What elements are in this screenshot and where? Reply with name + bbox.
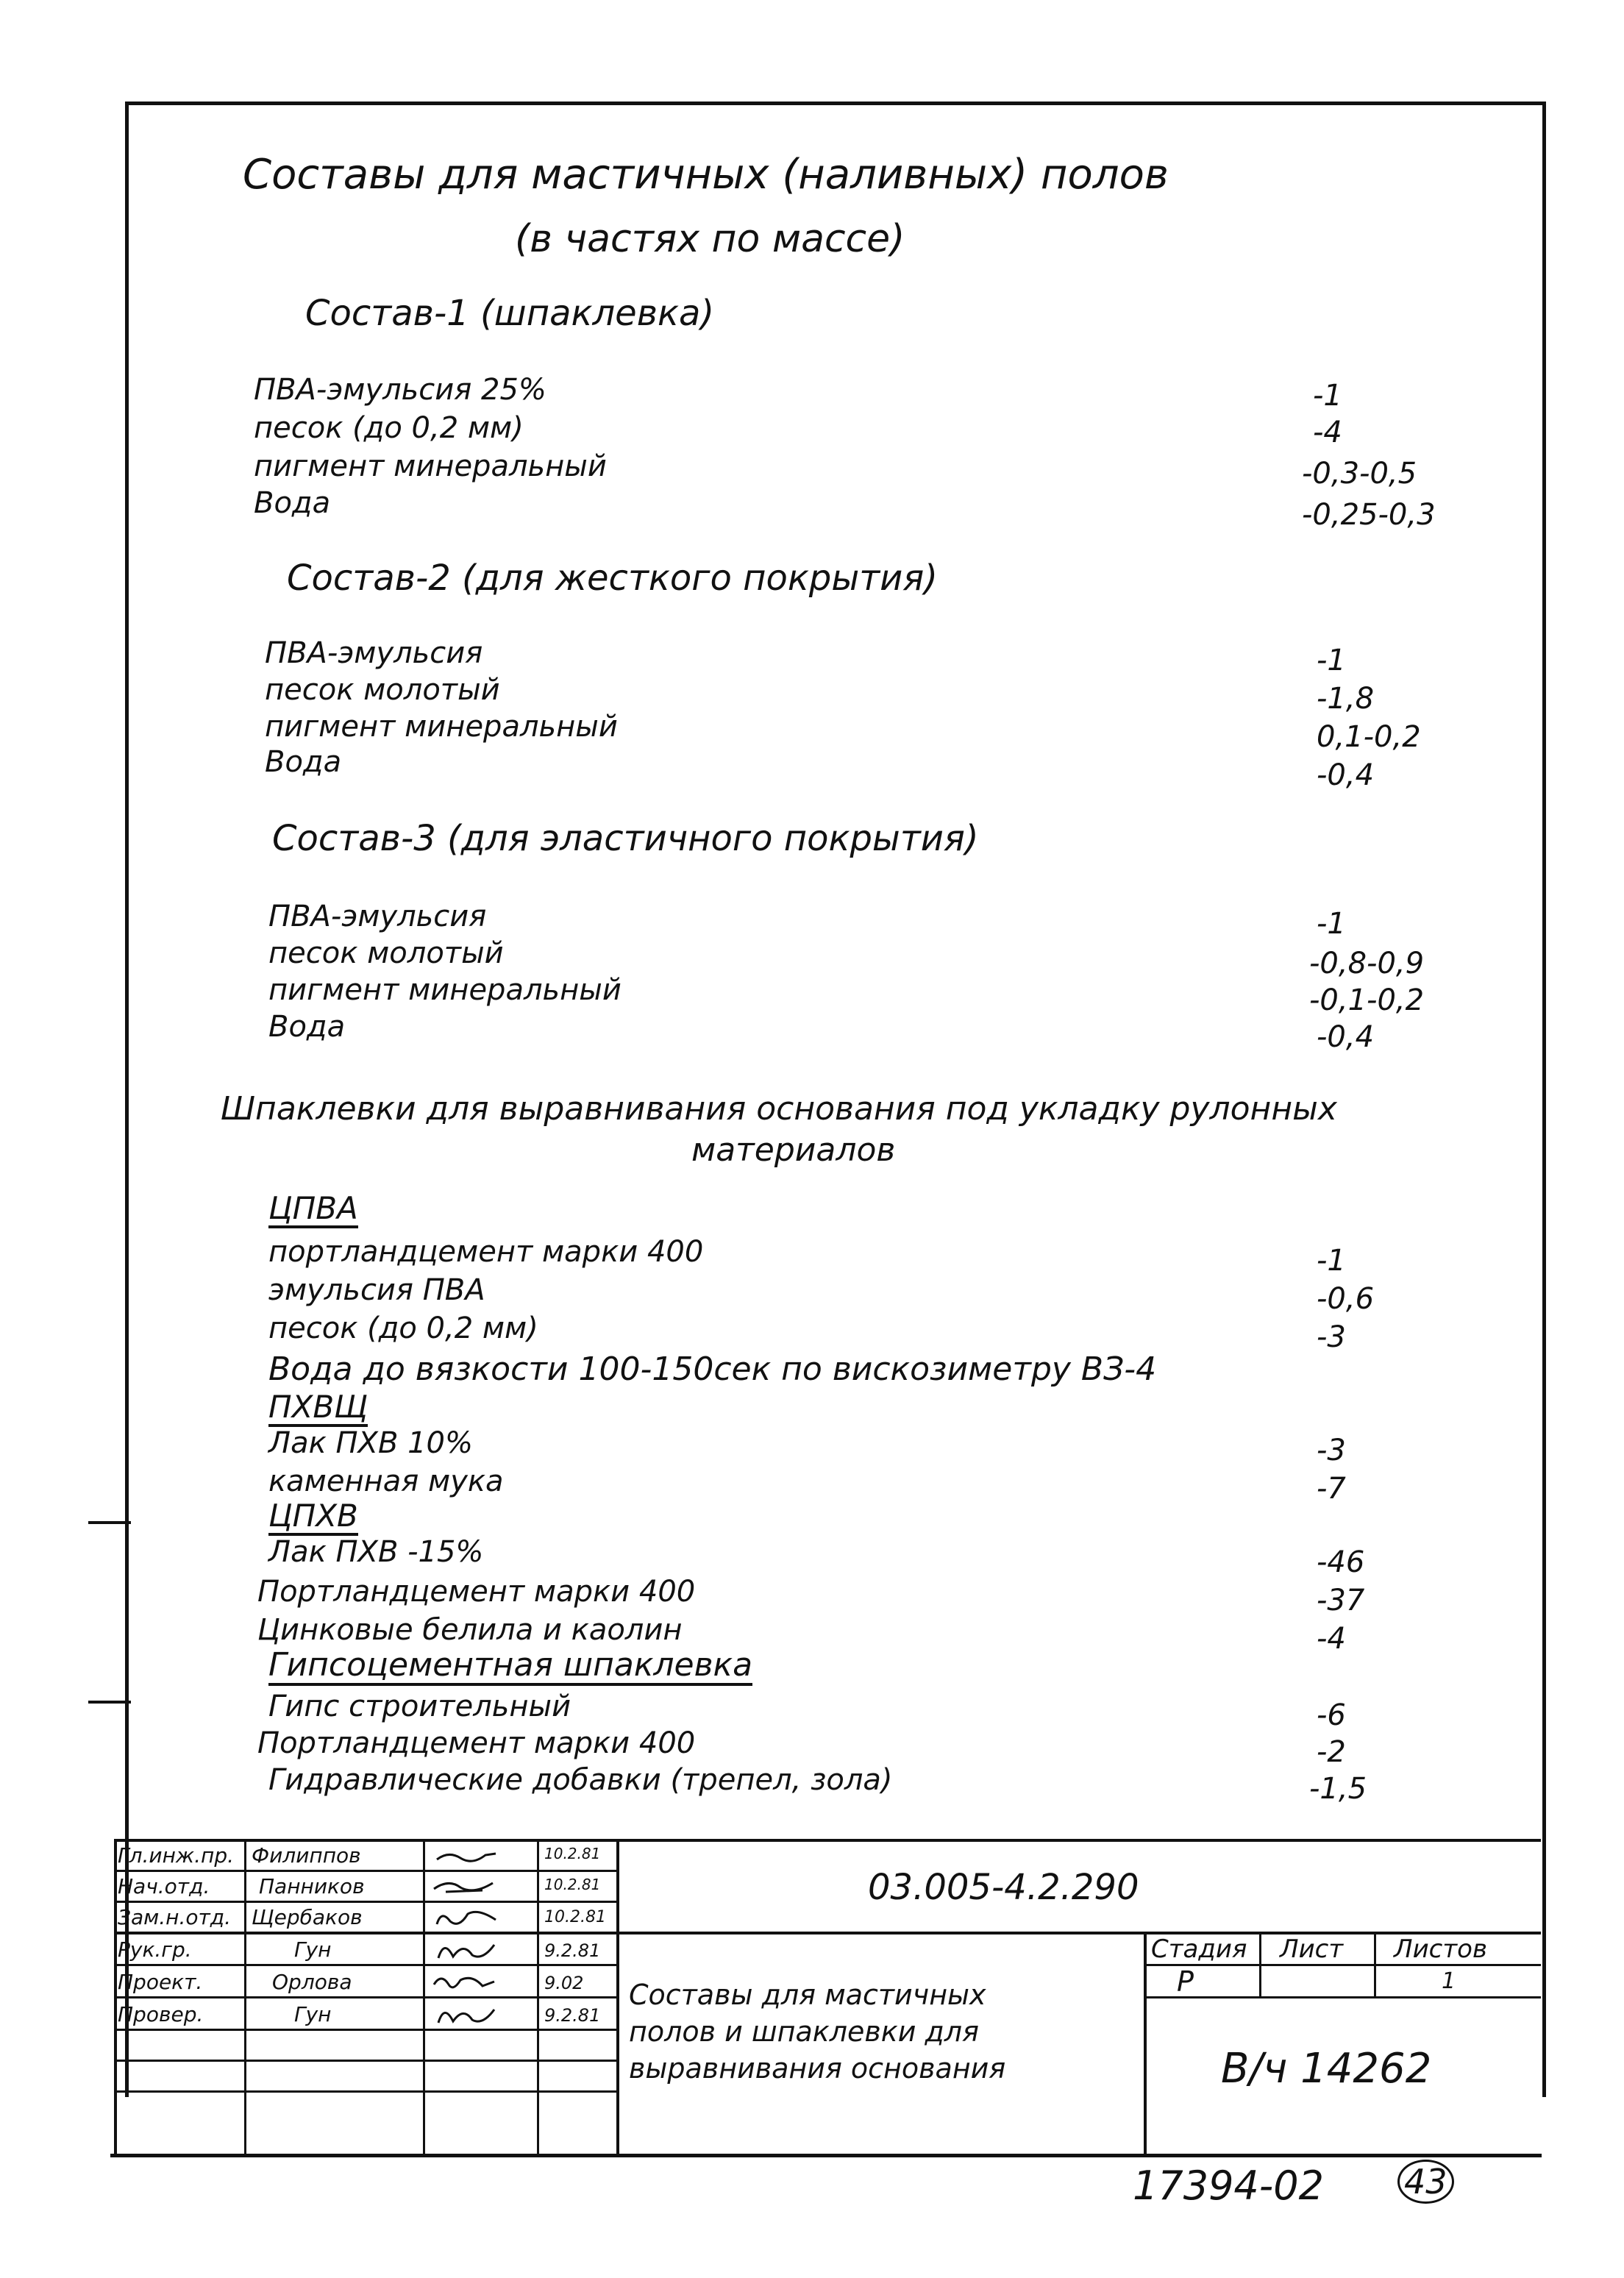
sheets-header: Листов (1394, 1934, 1488, 1964)
item-name: Лак ПХВ 10% (268, 1426, 474, 1460)
sign-date: 9.2.81 (544, 2005, 601, 2026)
item-value: -6 (1317, 1698, 1346, 1732)
item-value: -1 (1317, 644, 1346, 677)
description-line: Составы для мастичных (629, 1979, 986, 2011)
signature (434, 1939, 499, 1962)
stage-header: Стадия (1151, 1934, 1247, 1964)
putty-title: Шпаклевки для выравнивания основания под укладку рулонных (221, 1090, 1337, 1128)
section-title: Состав-3 (для эластичного покрытия) (272, 818, 979, 859)
item-name: песок (до 0,2 мм) (268, 1311, 538, 1345)
item-name: пигмент минеральный (254, 449, 607, 483)
sign-date: 9.2.81 (544, 1940, 601, 1961)
role-label: Рук.гр. (118, 1937, 192, 1962)
item-name: ПВА-эмульсия (268, 900, 487, 933)
item-name: Цинковые белила и каолин (257, 1613, 683, 1647)
group-title: ПХВЩ (268, 1392, 368, 1427)
description-line: полов и шпаклевки для (629, 2015, 979, 2048)
item-name: Гидравлические добавки (трепел, зола) (268, 1763, 893, 1797)
item-name: Портландцемент марки 400 (257, 1575, 696, 1609)
item-name: Вода (268, 1010, 346, 1044)
sheets-value: 1 (1442, 1968, 1456, 1994)
group-title: ЦПХВ (268, 1501, 358, 1536)
sign-date: 10.2.81 (544, 1908, 606, 1926)
item-value: -0,1-0,2 (1309, 983, 1425, 1017)
item-name: ПВА-эмульсия (265, 636, 483, 670)
item-value: -0,4 (1317, 1020, 1375, 1054)
page-number: 43 (1397, 2160, 1454, 2204)
item-name: Вода (254, 486, 331, 520)
item-value: -1 (1317, 907, 1346, 941)
main-title: Составы для мастичных (наливных) полов (243, 151, 1169, 199)
item-name: Вода (265, 745, 342, 779)
item-name: Лак ПХВ -15% (268, 1535, 484, 1569)
signature (434, 2004, 499, 2027)
item-name: песок молотый (265, 673, 500, 707)
role-label: Зам.н.отд. (118, 1905, 232, 1929)
main-subtitle: (в частях по массе) (515, 217, 905, 261)
item-value: -4 (1317, 1622, 1346, 1656)
signer-name: Филиппов (252, 1843, 361, 1868)
item-name: пигмент минеральный (265, 710, 618, 744)
item-value: -0,6 (1317, 1282, 1375, 1316)
document-code: 03.005-4.2.290 (868, 1867, 1139, 1908)
item-value: 0,1-0,2 (1317, 720, 1421, 754)
signer-name: Гун (294, 1937, 332, 1962)
role-label: Проект. (118, 1970, 203, 1994)
signer-name: Щербаков (252, 1905, 363, 1929)
signer-name: Гун (294, 2002, 332, 2026)
role-label: Гл.инж.пр. (118, 1843, 235, 1868)
footer-number: 17394-02 (1133, 2163, 1324, 2209)
stage-value: Р (1177, 1965, 1194, 1998)
item-name: эмульсия ПВА (268, 1273, 485, 1307)
frame-bottom-line (110, 2154, 1542, 2157)
item-name: Гипс строительный (268, 1690, 571, 1723)
item-value: -1,5 (1309, 1772, 1367, 1806)
item-name: портландцемент марки 400 (268, 1235, 704, 1269)
item-value: -7 (1317, 1472, 1346, 1506)
signature (434, 1907, 499, 1930)
item-value: -37 (1317, 1584, 1365, 1617)
putty-title-cont: материалов (691, 1131, 896, 1169)
signature (431, 1876, 496, 1899)
item-name: Вода до вязкости 100-150сек по вискозиметру ВЗ-4 (268, 1350, 1157, 1388)
role-label: Провер. (118, 2002, 204, 2026)
item-name: пигмент минеральный (268, 973, 622, 1007)
margin-tick (88, 1521, 131, 1524)
item-value: -4 (1313, 416, 1342, 449)
signer-name: Орлова (272, 1970, 352, 1994)
item-value: -3 (1317, 1434, 1346, 1467)
role-label: Нач.отд. (118, 1874, 210, 1898)
sign-date: 9.02 (544, 1973, 584, 1993)
sheet-header: Лист (1280, 1934, 1344, 1964)
item-value: -3 (1317, 1320, 1346, 1354)
item-value: -46 (1317, 1545, 1365, 1579)
item-value: -0,4 (1317, 758, 1375, 792)
item-name: песок молотый (268, 936, 504, 970)
item-value: -1,8 (1317, 682, 1375, 716)
group-title: ЦПВА (268, 1193, 358, 1228)
group-title: Гипсоцементная шпаклевка (268, 1649, 752, 1686)
description-line: выравнивания основания (629, 2052, 1006, 2085)
signature (434, 1845, 499, 1868)
item-value: -0,8-0,9 (1309, 947, 1425, 980)
item-value: -0,25-0,3 (1302, 498, 1436, 532)
item-value: -0,3-0,5 (1302, 457, 1417, 491)
item-name: Портландцемент марки 400 (257, 1726, 696, 1760)
item-name: каменная мука (268, 1464, 504, 1498)
margin-tick (88, 1701, 131, 1704)
section-title: Состав-2 (для жесткого покрытия) (287, 558, 938, 599)
item-name: ПВА-эмульсия 25% (254, 373, 546, 407)
item-name: песок (до 0,2 мм) (254, 411, 524, 445)
section-title: Состав-1 (шпаклевка) (305, 293, 715, 334)
item-value: -1 (1317, 1244, 1346, 1278)
item-value: -2 (1317, 1735, 1346, 1769)
sign-date: 10.2.81 (544, 1876, 601, 1893)
signature (431, 1971, 496, 1995)
inventory-number: В/ч 14262 (1221, 2045, 1432, 2093)
sign-date: 10.2.81 (544, 1845, 601, 1862)
item-value: -1 (1313, 379, 1342, 413)
signer-name: Панников (259, 1874, 365, 1898)
